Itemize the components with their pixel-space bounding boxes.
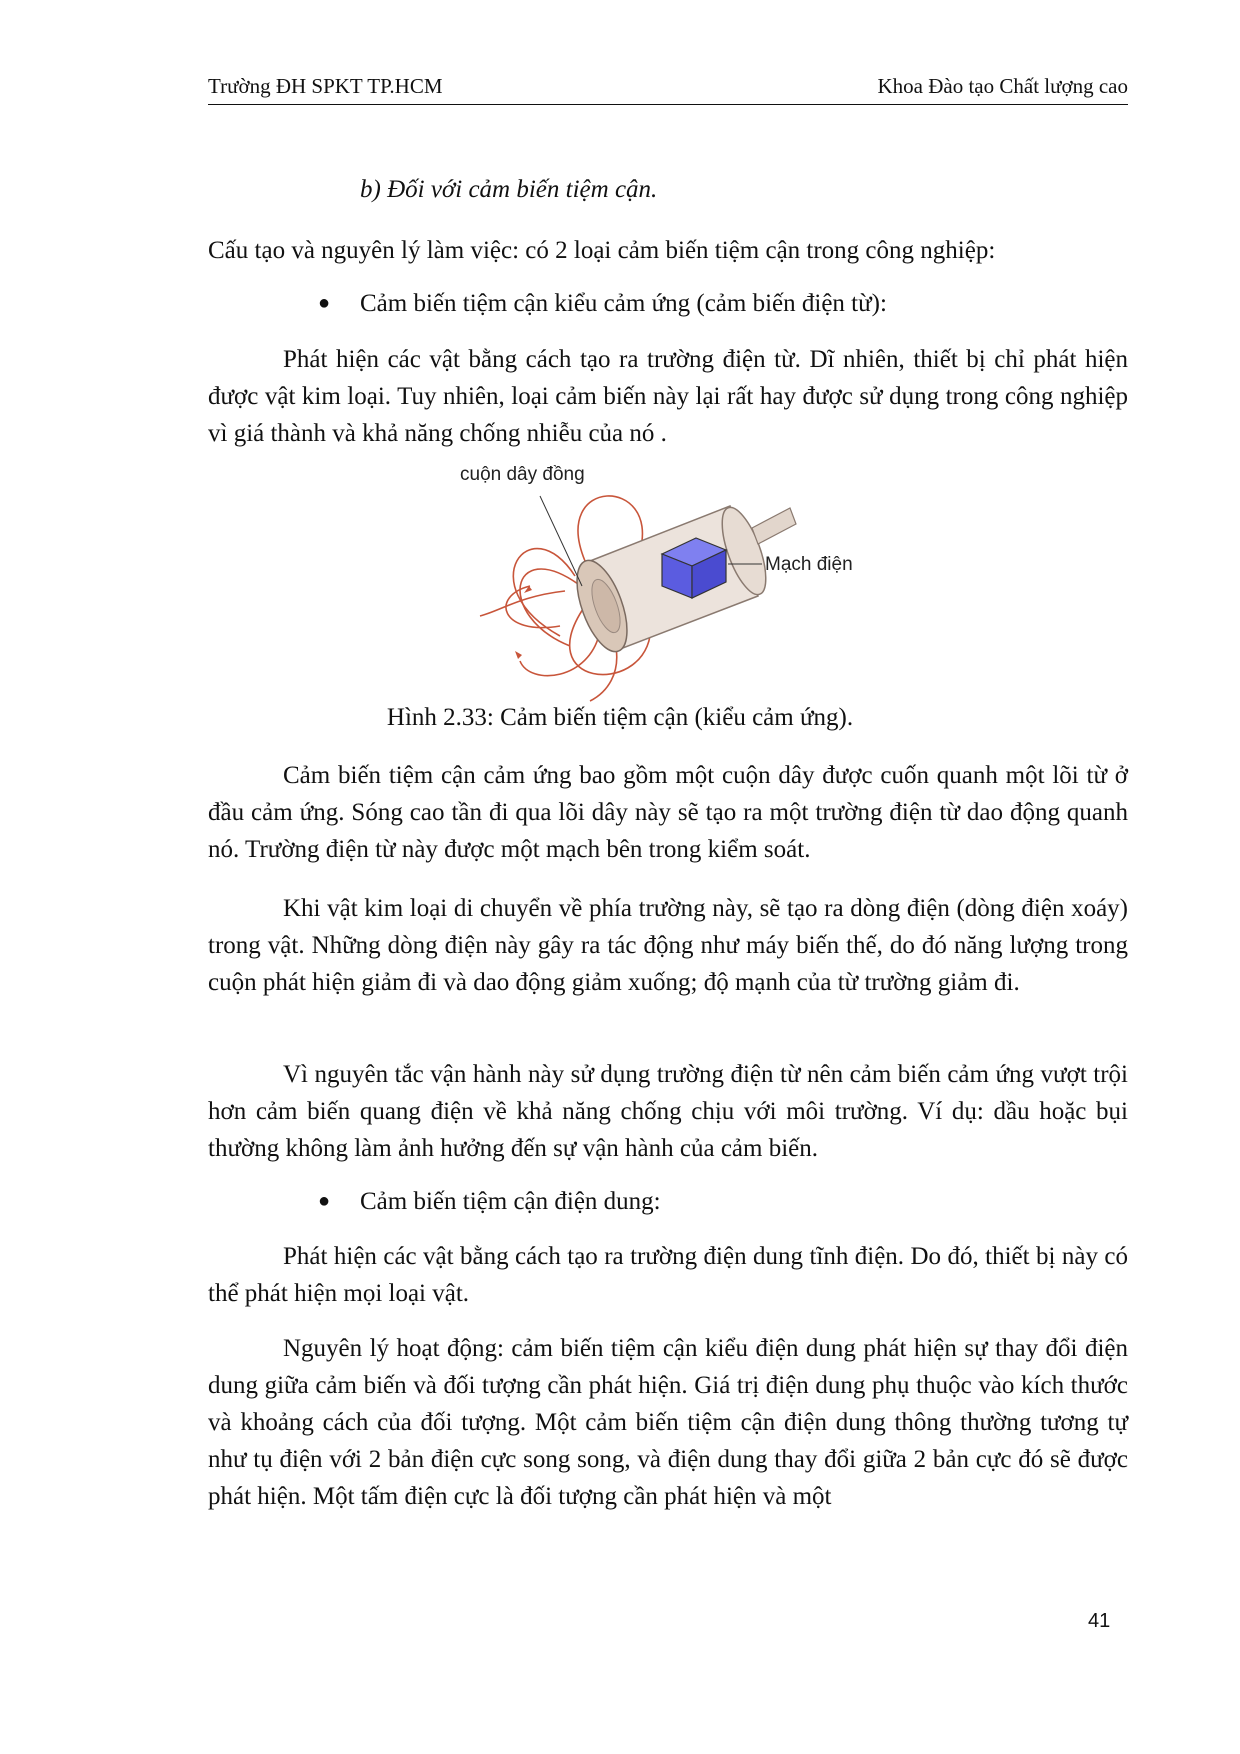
- paragraph-4: Vì nguyên tắc vận hành này sử dụng trường điện từ nên cảm biến cảm ứng vượt trội hơn cảm biến quang điện về khả năng chống chịu với môi trường. Ví dụ: dầu hoặc bụi thường không làm ảnh hưởng đến sự vận hành của cảm biến.: [208, 1061, 1128, 1162]
- bullet-inductive-text: Cảm biến tiệm cận kiểu cảm ứng (cảm biến điện từ):: [360, 290, 887, 317]
- page-header: [208, 70, 1128, 105]
- paragraph-5: Phát hiện các vật bằng cách tạo ra trường điện dung tĩnh điện. Do đó, thiết bị này có thể phát hiện mọi loại vật.: [208, 1243, 1128, 1307]
- header-faculty: Khoa Đào tạo Chất lượng cao: [877, 74, 1128, 98]
- label-copper-coil: cuộn dây đồng: [460, 464, 585, 485]
- page-number: 41: [1088, 1610, 1111, 1632]
- figure-inductive-sensor: [460, 464, 890, 686]
- paragraph-1: Phát hiện các vật bằng cách tạo ra trường điện từ. Dĩ nhiên, thiết bị chỉ phát hiện được vật kim loại. Tuy nhiên, loại cảm biến này lại rất hay được sử dụng trong công nghiệp vì giá thành và khả năng chống nhiễu của nó .: [208, 346, 1128, 447]
- inductive-sensor-diagram: [460, 464, 890, 686]
- header-school: Trường ĐH SPKT TP.HCM: [208, 74, 443, 98]
- bullet-dot-icon: ●: [318, 292, 331, 314]
- figure-caption: Hình 2.33: Cảm biến tiệm cận (kiểu cảm ứng).: [386, 704, 854, 731]
- paragraph-3: Khi vật kim loại di chuyển về phía trường này, sẽ tạo ra dòng điện (dòng điện xoáy) trong vật. Những dòng điện này gây ra tác động như máy biến thế, do đó năng lượng trong cuộn phát hiện giảm đi và dao động giảm xuống; độ mạnh của từ trường giảm đi.: [208, 895, 1128, 996]
- section-heading: b) Đối với cảm biến tiệm cận.: [360, 176, 658, 203]
- paragraph-2: Cảm biến tiệm cận cảm ứng bao gồm một cuộn dây được cuốn quanh một lõi từ ở đầu cảm ứng. Sóng cao tần đi qua lõi dây này sẽ tạo ra một trường điện từ dao động quanh nó. Trường điện từ này được một mạch bên trong kiểm soát.: [208, 762, 1128, 863]
- bullet-capacitive-text: Cảm biến tiệm cận điện dung:: [360, 1188, 661, 1215]
- label-circuit: Mạch điện: [765, 554, 853, 575]
- bullet-dot-icon: ●: [318, 1190, 331, 1212]
- intro-paragraph: Cấu tạo và nguyên lý làm việc: có 2 loại cảm biến tiệm cận trong công nghiệp:: [208, 237, 996, 264]
- paragraph-6: Nguyên lý hoạt động: cảm biến tiệm cận kiểu điện dung phát hiện sự thay đổi điện dung giữa cảm biến và đối tượng cần phát hiện. Giá trị điện dung phụ thuộc vào kích thước và khoảng cách của đối tượng. Một cảm biến tiệm cận điện dung thông thường tương tự như tụ điện với 2 bản điện cực song song, và điện dung thay đổi giữa 2 bản cực đó sẽ được phát hiện. Một tấm điện cực là đối tượng cần phát hiện và một: [208, 1335, 1128, 1510]
